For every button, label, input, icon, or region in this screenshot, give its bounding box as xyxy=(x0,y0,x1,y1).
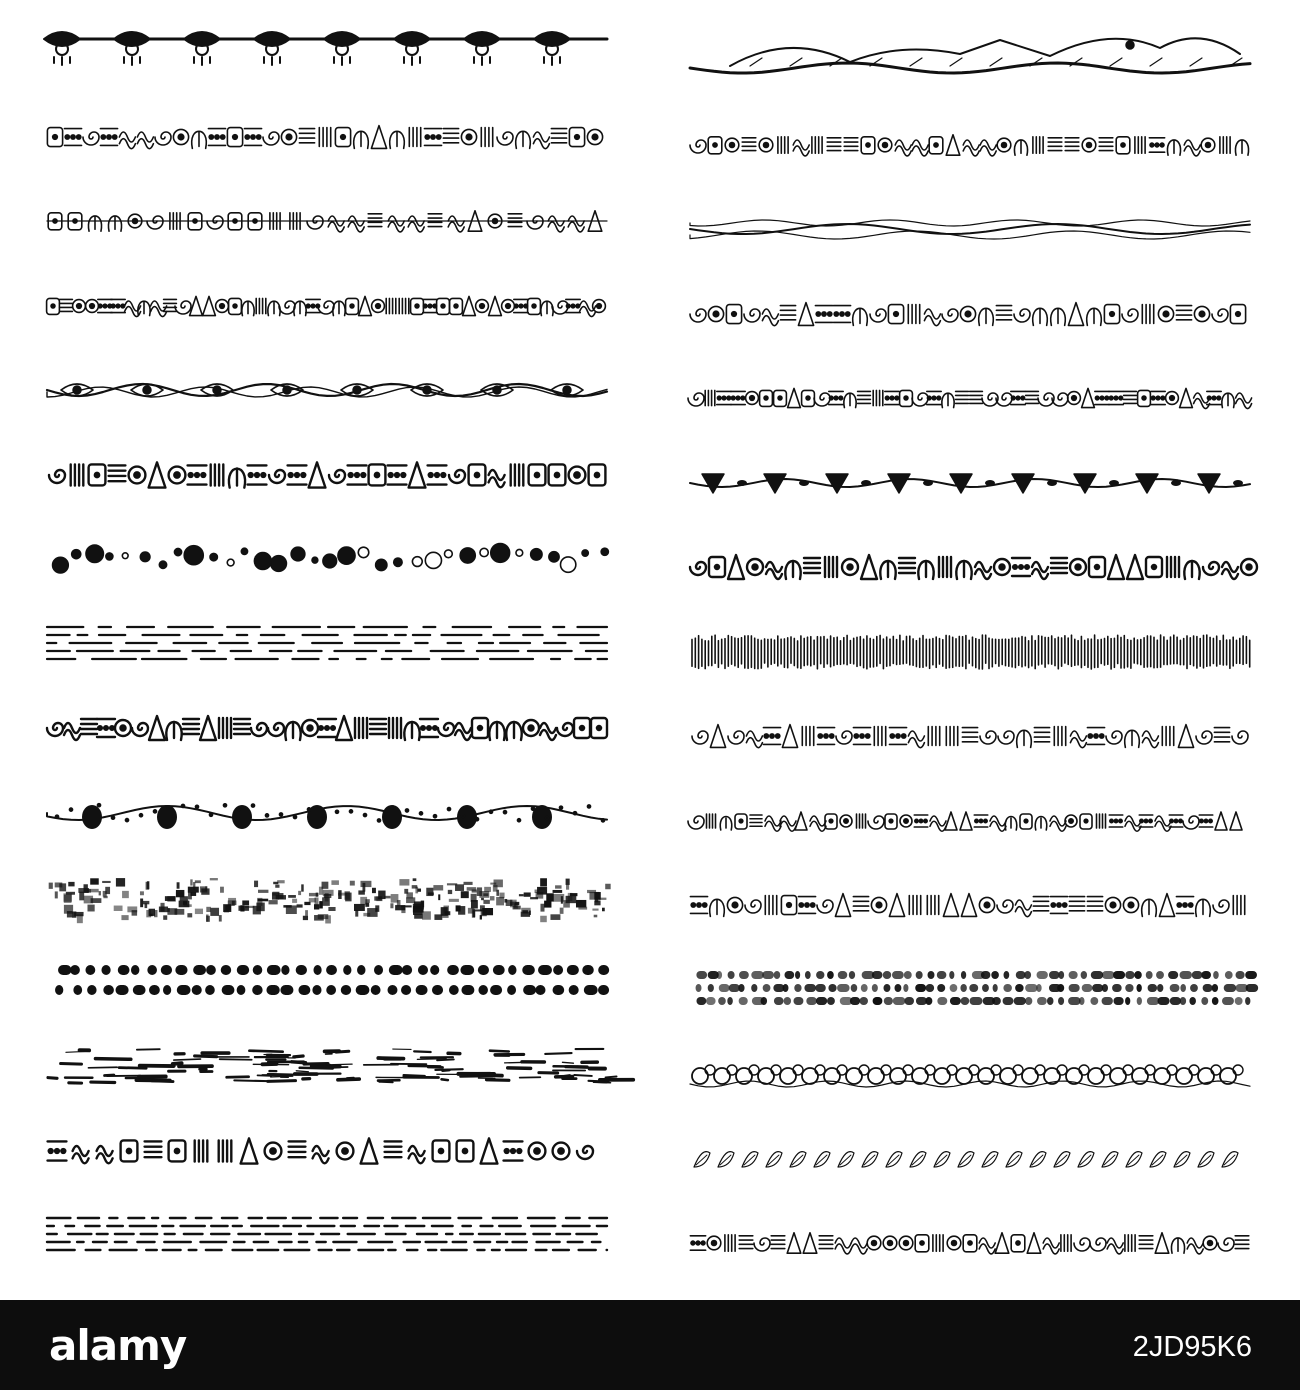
brush-stroke-art xyxy=(47,29,607,75)
brush-stroke-tribal-glyphs xyxy=(47,114,607,160)
brush-stroke-wavy-eyes xyxy=(47,367,607,413)
brush-stroke-art xyxy=(690,1051,1250,1097)
brush-stroke-art xyxy=(690,882,1250,928)
brush-stroke-art xyxy=(690,37,1250,83)
brush-stroke-art xyxy=(690,1220,1250,1266)
brush-stroke-grunge-streaks xyxy=(47,1043,607,1089)
brush-stroke-art xyxy=(690,798,1250,844)
image-id: 2JD95K6 xyxy=(1132,1331,1252,1363)
brush-stroke-big-dots xyxy=(47,536,607,582)
brush-stroke-art xyxy=(690,206,1250,252)
brush-stroke-dense-dashes xyxy=(47,1212,607,1258)
brush-stroke-art xyxy=(690,375,1250,421)
brush-stroke-floral-glyphs xyxy=(690,122,1250,168)
brush-stroke-art xyxy=(690,544,1250,590)
brush-stroke-curl-loops xyxy=(690,1051,1250,1097)
brush-stroke-art xyxy=(690,291,1250,337)
brush-stroke-fine-doodles xyxy=(690,375,1250,421)
brush-stroke-mountain-landscape xyxy=(690,37,1250,83)
brush-stroke-art xyxy=(47,367,607,413)
brush-stroke-art xyxy=(47,452,607,498)
brush-stroke-art xyxy=(690,629,1250,675)
brush-stroke-swirl-waves xyxy=(690,206,1250,252)
brush-stroke-tribal-glyphs-bold xyxy=(47,705,607,751)
brush-stroke-art xyxy=(690,967,1250,1013)
brush-stroke-fine-floral xyxy=(690,798,1250,844)
brush-stroke-art xyxy=(47,959,607,1005)
brush-stroke-pomegranate-vine xyxy=(47,790,607,836)
brush-stroke-sparse-glyphs xyxy=(47,1128,607,1174)
brush-stroke-eyes-garland xyxy=(47,29,607,75)
brush-stroke-art xyxy=(690,460,1250,506)
brush-stroke-triangle-garland xyxy=(690,460,1250,506)
brush-stroke-leaf-glyphs xyxy=(690,291,1250,337)
brush-stroke-vertical-hatch xyxy=(690,629,1250,675)
brush-stroke-dashes xyxy=(47,621,607,667)
brush-stroke-grunge-splatter xyxy=(47,874,607,920)
watermark-bar xyxy=(0,1300,1300,1390)
brush-stroke-art xyxy=(47,536,607,582)
brush-stroke-art xyxy=(47,283,607,329)
brush-stroke-art xyxy=(47,198,607,244)
brush-stroke-grunge-dots xyxy=(690,967,1250,1013)
brush-stroke-loop-glyphs xyxy=(690,713,1250,759)
alamy-logo[interactable]: alamy xyxy=(49,1321,187,1370)
brush-stroke-art xyxy=(47,1128,607,1174)
brush-stroke-art xyxy=(690,122,1250,168)
brush-stroke-ornate-outline xyxy=(690,1220,1250,1266)
brush-stroke-art xyxy=(690,713,1250,759)
brush-stroke-art xyxy=(47,114,607,160)
brush-stroke-scribble-glyphs xyxy=(690,544,1250,590)
brush-stroke-block-glyphs xyxy=(47,452,607,498)
brush-stroke-leaf-outline xyxy=(690,1136,1250,1182)
brush-stroke-art xyxy=(690,1136,1250,1182)
brush-stroke-dense-glyphs xyxy=(47,283,607,329)
brush-stroke-art xyxy=(47,790,607,836)
brush-stroke-art xyxy=(47,1043,607,1089)
brush-stroke-art xyxy=(47,705,607,751)
brush-stroke-doodle-glyphs xyxy=(47,198,607,244)
brush-stroke-art xyxy=(47,874,607,920)
brush-stroke-art xyxy=(47,1212,607,1258)
brush-stroke-maze-glyphs xyxy=(690,882,1250,928)
brush-stroke-rounded-dots xyxy=(47,959,607,1005)
brush-stroke-art xyxy=(47,621,607,667)
